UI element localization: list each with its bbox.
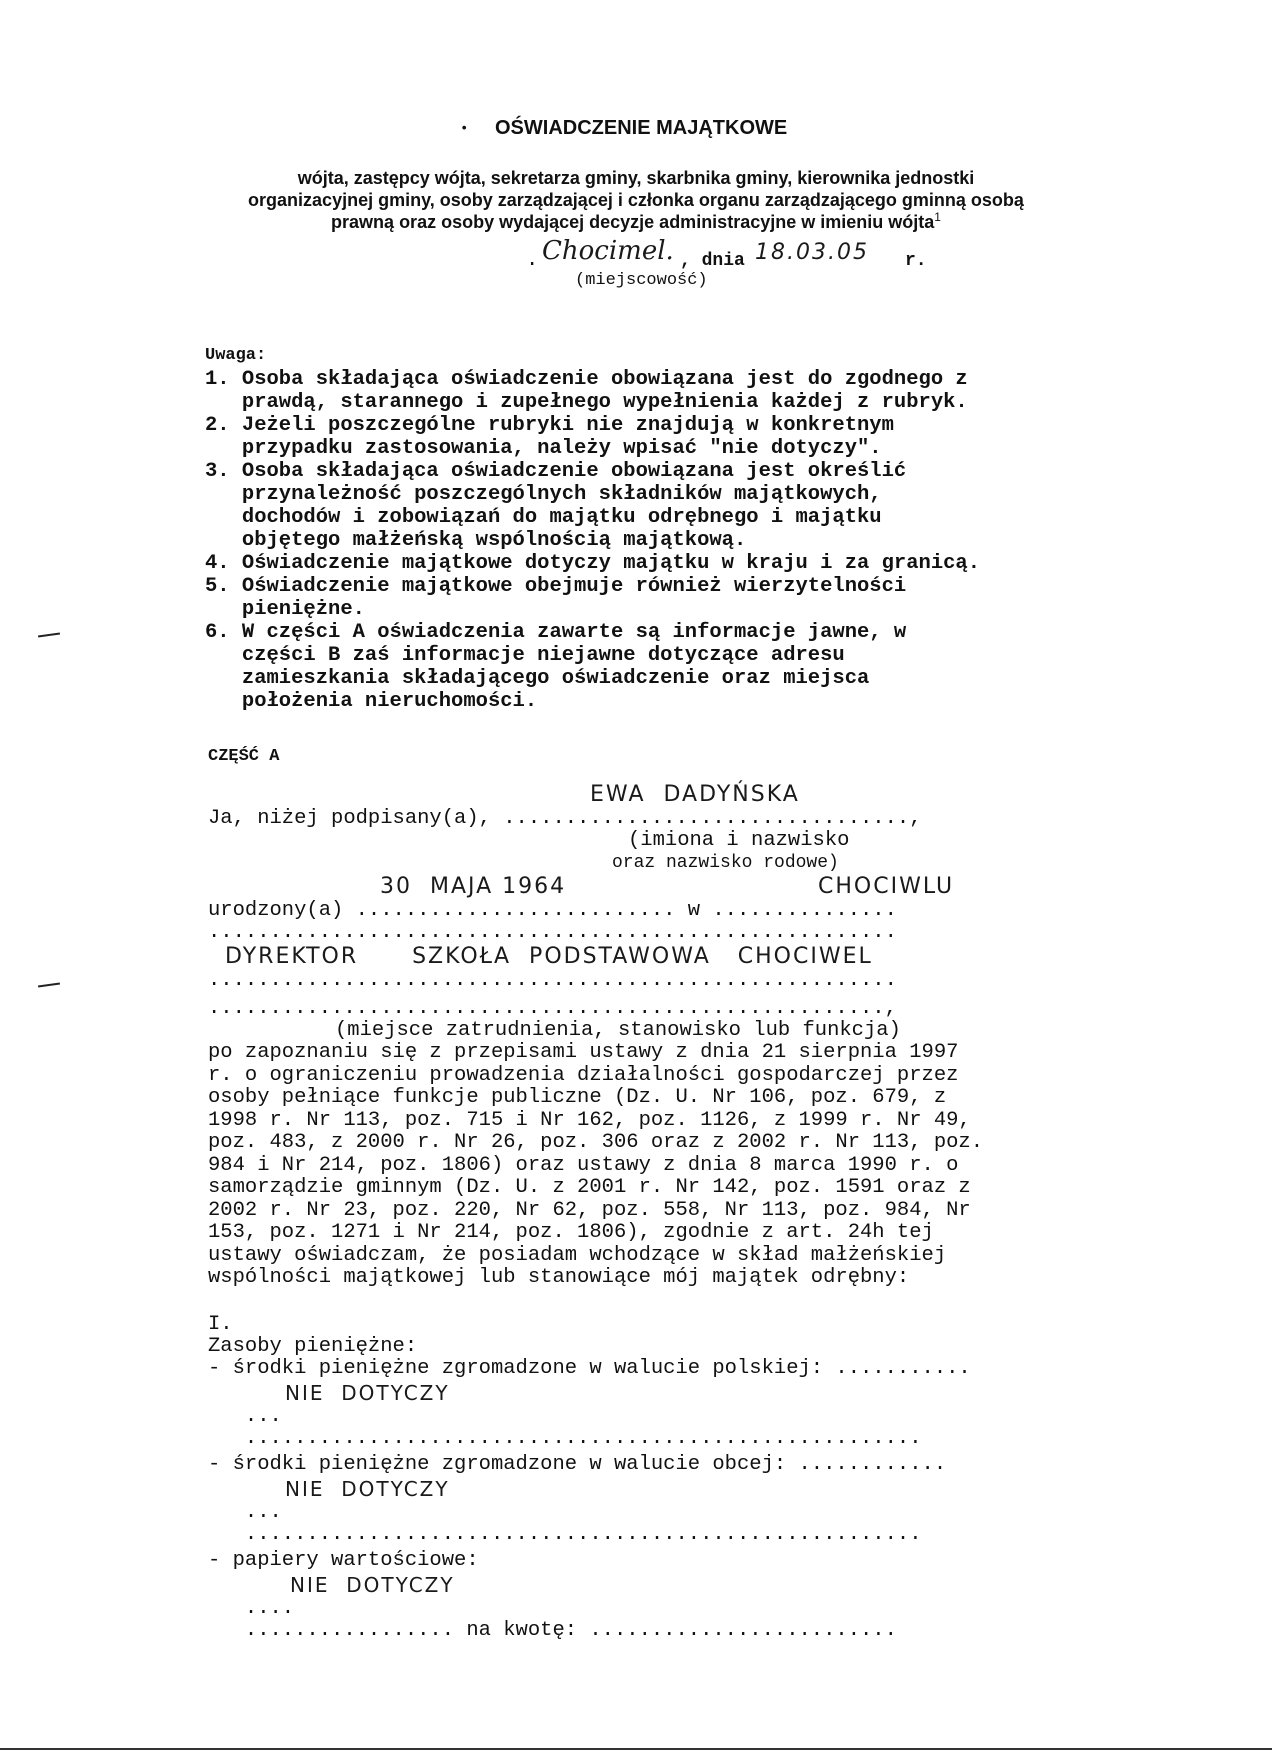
note-line: przypadku zastosowania, należy wpisać "nie dotyczy". [205, 437, 882, 460]
born-line: urodzony(a) .......................... w ............... [208, 899, 897, 922]
notes-heading: Uwaga: [205, 346, 267, 365]
subtitle-line-3: prawną oraz osoby wydającej decyzje administracyjne w imieniu wójta [331, 212, 935, 232]
statement-line: 2002 r. Nr 23, poz. 220, Nr 62, poz. 558, Nr 113, poz. 984, Nr [208, 1198, 971, 1222]
dots-line: ........................................................ [208, 921, 897, 944]
birth-place-handwritten: CHOCIWLU [818, 874, 955, 899]
place-caption: (miejscowość) [575, 271, 708, 290]
note-line: części B zaś informacje niejawne dotyczące adresu [205, 644, 845, 667]
note-line: zamieszkania składającego oświadczenie oraz miejsca [205, 667, 870, 690]
name-caption-1: (imiona i nazwisko [628, 829, 850, 852]
pln-funds-label: - środki pieniężne zgromadzone w walucie polskiej: ........... [208, 1356, 971, 1380]
securities-amount-line: ................. na kwotę: ......................... [208, 1618, 897, 1642]
pln-funds-answer: NIE DOTYCZY [285, 1380, 450, 1405]
section-1-heading: I. [208, 1312, 233, 1336]
date-r-label: r. [905, 251, 927, 271]
statement-line: wspólności majątkowej lub stanowiące mój majątek odrębny: [208, 1266, 910, 1289]
securities-label: - papiery wartościowe: [208, 1548, 479, 1572]
foreign-funds-dots: ....................................................... [208, 1522, 922, 1546]
job-caption: (miejsce zatrudnienia, stanowisko lub funkcja) [335, 1019, 901, 1042]
note-line: objętego małżeńską wspólnością majątkową. [205, 529, 747, 552]
statement-line: 984 i Nr 214, poz. 1806) oraz ustawy z dnia 8 marca 1990 r. o [208, 1153, 959, 1177]
note-line: położenia nieruchomości. [205, 690, 538, 713]
signer-name-handwritten: EWA DADYŃSKA [590, 782, 800, 807]
document-title: OŚWIADCZENIE MAJĄTKOWE [495, 117, 788, 139]
statement-line: ustawy oświadczam, że posiadam wchodzące w skład małżeńskiej [208, 1243, 947, 1267]
note-line: 5. Oświadczenie majątkowe obejmuje również wierzytelności [205, 575, 907, 598]
date-label: , dnia [680, 251, 745, 271]
pln-funds-dots: ....................................................... [208, 1426, 922, 1450]
date-handwritten: 18.03.05 [755, 240, 869, 265]
foreign-funds-answer: NIE DOTYCZY [285, 1476, 450, 1501]
part-a-heading: CZĘŚĆ A [208, 747, 280, 766]
statement-line: 153, poz. 1271 i Nr 214, poz. 1806), zgodnie z art. 24h tej [208, 1221, 934, 1244]
birth-date-handwritten: 30 MAJA 1964 [380, 874, 567, 899]
statement-line: osoby pełniące funkcje publiczne (Dz. U. Nr 106, poz. 679, z [208, 1086, 947, 1109]
statement-line: 1998 r. Nr 113, poz. 715 i Nr 162, poz. 1126, z 1999 r. Nr 49, [208, 1108, 971, 1132]
note-line: dochodów i zobowiązań do majątku odrębnego i majątku [205, 506, 882, 529]
pln-funds-answer-dots: ... [208, 1404, 922, 1428]
place-dots: . [526, 249, 539, 272]
job-dots-line: ........................................................ [208, 969, 897, 992]
statement-line: r. o ograniczeniu prowadzenia działalności gospodarczej przez [208, 1063, 959, 1087]
foreign-funds-label: - środki pieniężne zgromadzone w walucie obcej: ............ [208, 1452, 947, 1476]
name-caption-2: oraz nazwisko rodowe) [612, 853, 839, 873]
footnote-ref: 1 [934, 210, 941, 224]
note-line: 6. W części A oświadczenia zawarte są informacje jawne, w [205, 621, 907, 644]
note-line: pieniężne. [205, 598, 365, 621]
part-a [208, 746, 1208, 1642]
note-line: 1. Osoba składająca oświadczenie obowiązana jest do zgodnego z [205, 368, 968, 391]
statement-line: po zapoznaniu się z przepisami ustawy z dnia 21 sierpnia 1997 [208, 1041, 959, 1064]
section-1-subheading: Zasoby pieniężne: [208, 1334, 418, 1358]
job-end-line: ......................................................., [208, 997, 897, 1020]
job-handwritten: DYREKTOR SZKOŁA PODSTAWOWA CHOCIWEL [225, 944, 873, 969]
subtitle-line-2: organizacyjnej gminy, osoby zarządzającej i członka organu zarządzającego gminną osobą [248, 190, 1024, 210]
scan-mark [38, 632, 60, 637]
place-handwritten: Chocimel. [542, 236, 674, 266]
scan-bottom-edge [0, 1748, 1272, 1750]
note-line: przynależność poszczególnych składników majątkowych, [205, 483, 882, 506]
foreign-funds-answer-dots: ... [208, 1500, 922, 1524]
note-line: prawdą, starannego i zupełnego wypełnienia każdej z rubryk. [205, 391, 968, 414]
statement-line: samorządzie gminnym (Dz. U. z 2001 r. Nr 142, poz. 1591 oraz z [208, 1176, 971, 1199]
bullet-mark: • [460, 121, 469, 137]
statement-line: poz. 483, z 2000 r. Nr 26, poz. 306 oraz z 2002 r. Nr 113, poz. [208, 1131, 984, 1154]
signer-line: Ja, niżej podpisany(a), ................................., [208, 807, 922, 830]
note-line: 2. Jeżeli poszczególne rubryki nie znajdują w konkretnym [205, 414, 894, 437]
note-line: 4. Oświadczenie majątkowe dotyczy majątku w kraju i za granicą. [205, 552, 981, 575]
securities-answer-dots: .... [208, 1596, 295, 1620]
scan-mark [38, 982, 60, 987]
note-line: 3. Osoba składająca oświadczenie obowiązana jest określić [205, 460, 907, 483]
securities-answer: NIE DOTYCZY [290, 1572, 455, 1597]
subtitle-line-1: wójta, zastępcy wójta, sekretarza gminy, skarbnika gminy, kierownika jednostki [297, 168, 975, 188]
statement-text [208, 1042, 1208, 1290]
